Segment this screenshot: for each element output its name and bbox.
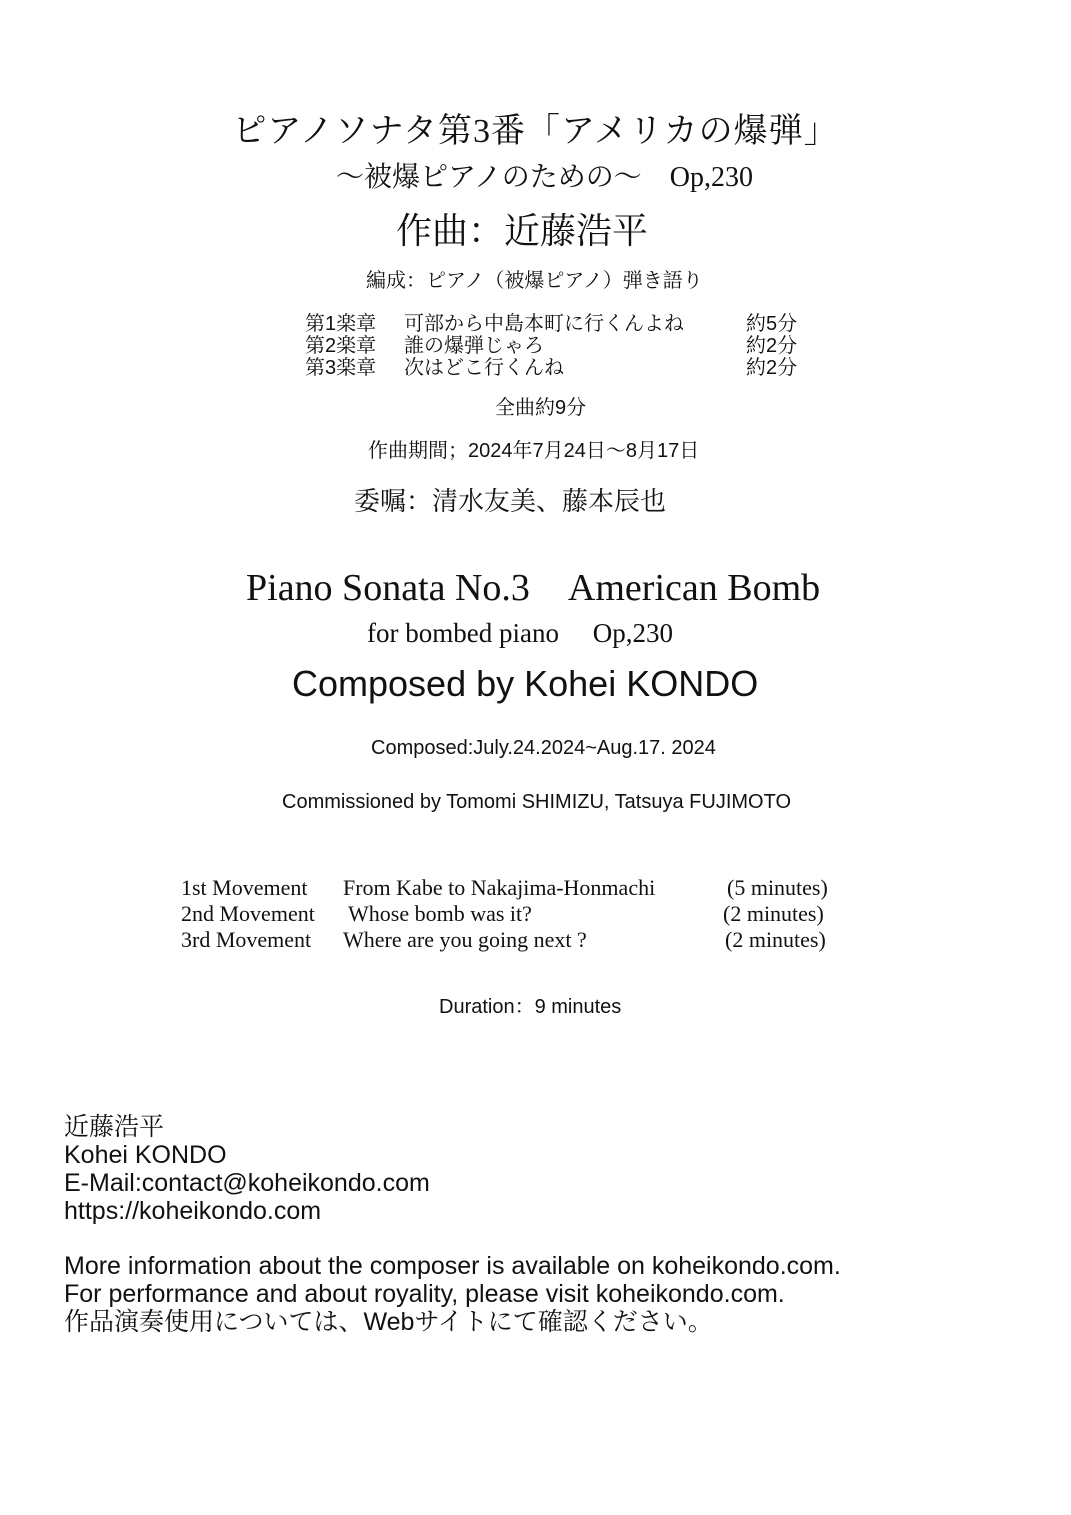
en-title: Piano Sonata No.3 American Bomb	[246, 567, 821, 609]
en-subtitle: for bombed piano Op,230	[367, 618, 673, 648]
jp-movement-duration: 約2分	[746, 357, 798, 379]
jp-commission: 委嘱：清水友美、藤本辰也	[354, 486, 667, 516]
en-movement-number: 1st Movement	[181, 875, 308, 900]
en-movement-duration: (5 minutes)	[727, 875, 828, 900]
jp-movement-duration: 約5分	[746, 313, 798, 335]
jp-movement-title: 誰の爆弾じゃろ	[404, 335, 544, 357]
info-line: 作品演奏使用については、Webサイトにて確認ください。	[64, 1308, 713, 1336]
contact-block	[64, 1113, 430, 1225]
jp-movement-number: 第2楽章	[305, 335, 377, 357]
contact-name-en: Kohei KONDO	[64, 1141, 227, 1169]
jp-composition-period: 作曲期間；2024年7月24日〜8月17日	[368, 440, 700, 462]
jp-instrumentation: 編成：ピアノ（被爆ピアノ）弾き語り	[366, 270, 703, 292]
jp-movement-number: 第3楽章	[305, 357, 377, 379]
jp-total-duration: 全曲約9分	[495, 397, 587, 419]
jp-title: ピアノソナタ第3番「アメリカの爆弾」	[232, 113, 839, 150]
en-movement-title: Whose bomb was it?	[348, 901, 532, 926]
jp-movement-duration: 約2分	[746, 335, 798, 357]
en-movement-number: 2nd Movement	[181, 901, 315, 926]
jp-subtitle: 〜被爆ピアノのための〜 Op,230	[336, 162, 753, 193]
contact-name-jp: 近藤浩平	[64, 1113, 165, 1141]
info-line: More information about the composer is available on koheikondo.com.	[64, 1252, 841, 1280]
en-composition-period: Composed:July.24.2024~Aug.17. 2024	[371, 737, 716, 759]
info-block	[64, 1252, 841, 1336]
en-movement-duration: (2 minutes)	[725, 927, 826, 952]
info-line: For performance and about royality, please visit koheikondo.com.	[64, 1280, 785, 1308]
en-commission: Commissioned by Tomomi SHIMIZU, Tatsuya FUJIMOTO	[282, 791, 792, 813]
jp-movement-title: 可部から中島本町に行くんよね	[404, 313, 684, 335]
jp-movement-number: 第1楽章	[305, 313, 377, 335]
en-movement-number: 3rd Movement	[181, 927, 312, 952]
contact-website: https://koheikondo.com	[64, 1197, 322, 1225]
en-movement-duration: (2 minutes)	[723, 901, 824, 926]
jp-movement-title: 次はどこ行くんね	[404, 357, 564, 379]
en-movement-title: From Kabe to Nakajima-Honmachi	[343, 875, 656, 900]
jp-composer: 作曲：近藤浩平	[396, 210, 649, 251]
en-composer: Composed by Kohei KONDO	[292, 663, 759, 704]
en-total-duration: Duration：9 minutes	[439, 996, 622, 1018]
contact-email: E-Mail:contact@koheikondo.com	[64, 1169, 430, 1197]
en-movement-title: Where are you going next ?	[343, 927, 587, 952]
